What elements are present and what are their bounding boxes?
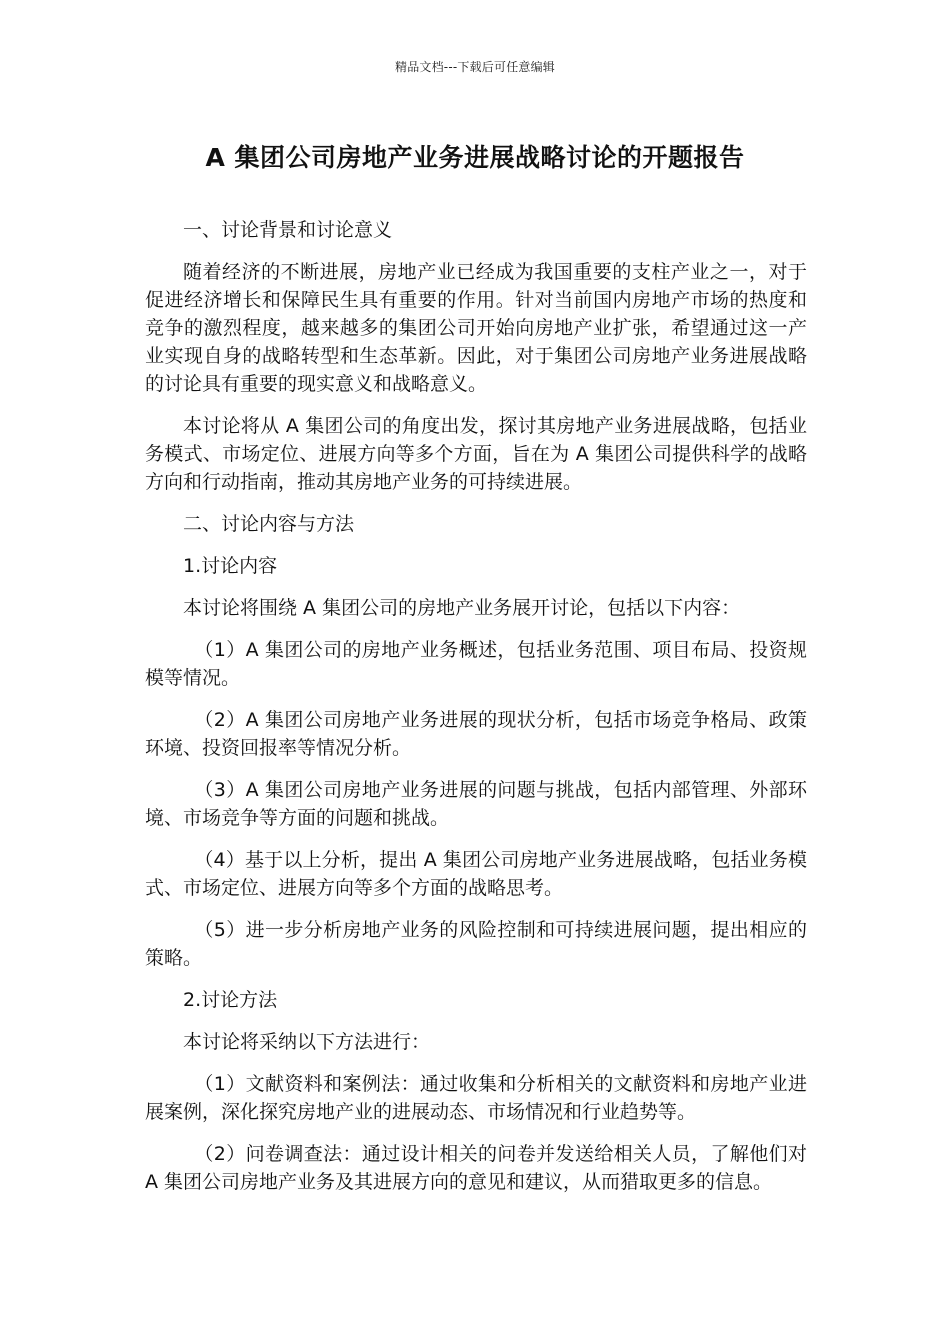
list-item-content: （4）基于以上分析，提出 A 集团公司房地产业务进展战略，包括业务模式、市场定位、进展方向等多个方面的战略思考。 [145, 849, 807, 899]
subheading-content: 1.讨论内容 [183, 555, 278, 577]
subheading-method: 2.讨论方法 [183, 989, 278, 1011]
document-body [145, 216, 807, 1210]
list-item-content: （2）A 集团公司房地产业务进展的现状分析，包括市场竞争格局、政策环境、投资回报率等情况分析。 [145, 709, 807, 759]
list-item-content: （3）A 集团公司房地产业务进展的问题与挑战，包括内部管理、外部环境、市场竞争等方面的问题和挑战。 [145, 779, 807, 829]
document-title: A 集团公司房地产业务进展战略讨论的开题报告 [205, 143, 745, 172]
paragraph-background: 随着经济的不断进展，房地产业已经成为我国重要的支柱产业之一，对于促进经济增长和保障民生具有重要的作用。针对当前国内房地产市场的热度和竞争的激烈程度，越来越多的集团公司开始向房地产业扩张，希望通过这一产业实现自身的战略转型和生态革新。因此，对于集团公司房地产业务进展战略的讨论具有重要的现实意义和战略意义。 [145, 261, 807, 395]
list-item-method: （2）问卷调查法：通过设计相关的问卷并发送给相关人员，了解他们对 A 集团公司房地产业务及其进展方向的意见和建议，从而猎取更多的信息。 [145, 1143, 807, 1193]
list-item-content: （5）进一步分析房地产业务的风险控制和可持续进展问题，提出相应的策略。 [145, 919, 807, 969]
section-heading-background: 一、讨论背景和讨论意义 [183, 219, 393, 241]
list-item-content: （1）A 集团公司的房地产业务概述，包括业务范围、项目布局、投资规模等情况。 [145, 639, 807, 689]
section-heading-content-method: 二、讨论内容与方法 [183, 513, 355, 535]
list-item-method: （1）文献资料和案例法：通过收集和分析相关的文献资料和房地产业进展案例，深化探究房地产业的进展动态、市场情况和行业趋势等。 [145, 1073, 807, 1123]
header-note: 精品文档---下载后可任意编辑 [395, 60, 555, 74]
paragraph-method-intro: 本讨论将采纳以下方法进行： [183, 1031, 431, 1053]
paragraph-purpose: 本讨论将从 A 集团公司的角度出发，探讨其房地产业务进展战略，包括业务模式、市场定位、进展方向等多个方面，旨在为 A 集团公司提供科学的战略方向和行动指南，推动其房地产业务的可持续进展。 [145, 415, 807, 493]
paragraph-content-intro: 本讨论将围绕 A 集团公司的房地产业务展开讨论，包括以下内容： [183, 597, 741, 619]
